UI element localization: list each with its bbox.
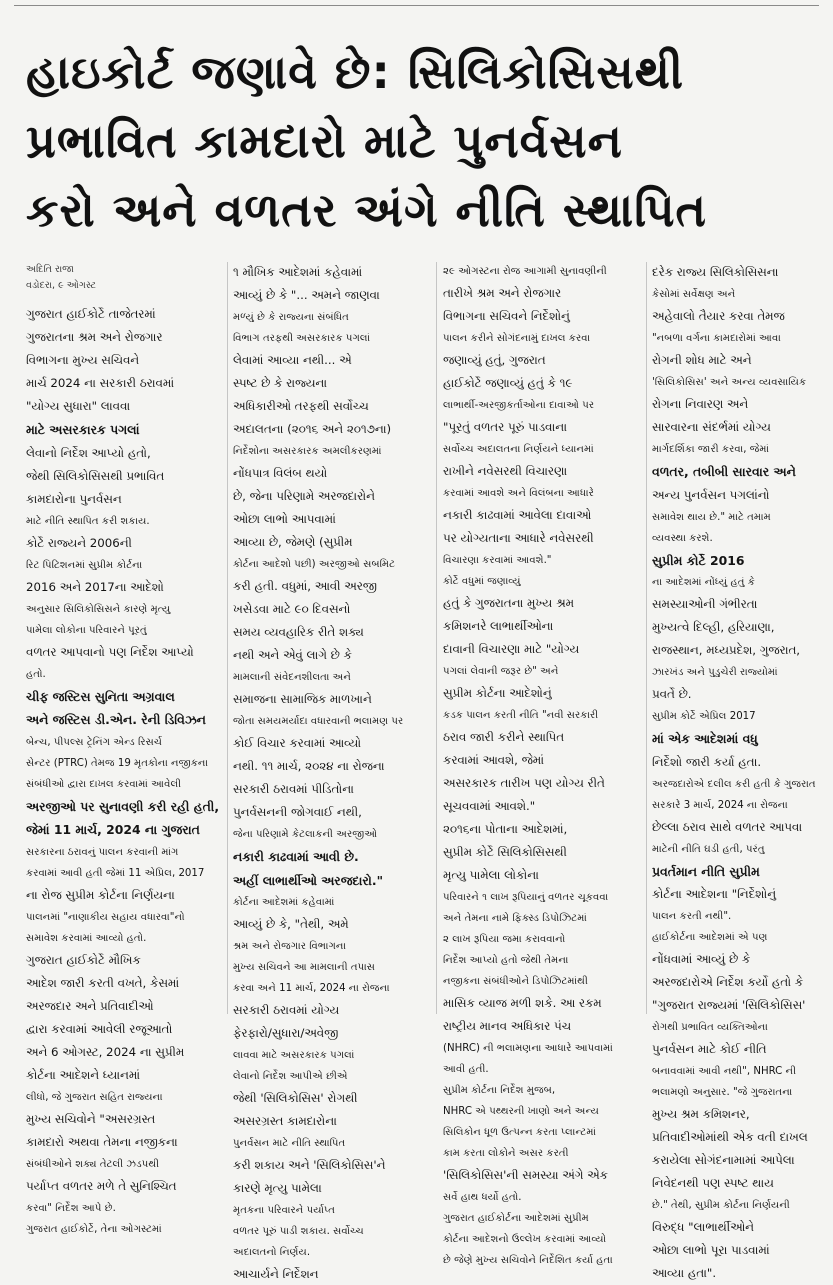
- article-text-line: મુખ્ય શ્રમ કમિશનર,: [652, 1107, 750, 1121]
- article-text-line: સંબંધીઓને શક્ય તેટલી ઝડપથી: [26, 1158, 160, 1170]
- article-text-line: કારણે મૃત્યુ પામેલા: [233, 1181, 322, 1195]
- headline-line: હાઇકોર્ટ જણાવે છે: સિલિકોસિસથી: [26, 45, 685, 99]
- article-text-line: મુખ્યત્વે દિલ્હી, હરિયાણા,: [652, 620, 775, 634]
- article-column-2: [233, 262, 433, 1281]
- article-text-line: અરજદારોએ દલીલ કરી હતી કે ગુજરાત: [652, 778, 816, 790]
- article-text-line: પ્રવર્તમાન નીતિ સુપ્રીમ: [652, 863, 760, 879]
- article-text-line: ૨ લાખ રૂપિયા જમા કરાવવાનો: [443, 934, 566, 945]
- article-text-line: કામ કરતા લોકોને અસર કરતી: [443, 1148, 569, 1159]
- article-text-line: આદેશ જારી કરતી વખતે, કેસમાં: [26, 975, 180, 990]
- article-text-line: મળ્યું છે કે રાજ્યના સંબંધિત: [233, 312, 349, 323]
- headline-line: પ્રભાવિત કામદારો માટે પુનર્વસન: [26, 114, 623, 168]
- article-text-line: છે, જેના પરિણામે અરજદારોને: [233, 489, 375, 503]
- article-text-line: ઓછા લાભો આપવામાં: [233, 512, 336, 526]
- article-text-line: અહીં લાભાર્થીઓ અરજદારો.": [233, 872, 384, 888]
- article-text-line: અન્ય પુનર્વસન પગલાંનો: [652, 487, 770, 502]
- article-text-line: વળતર, તબીબી સારવાર અને: [652, 464, 796, 479]
- article-text-line: વિભાગના સચિવને નિર્દેશોનું: [443, 309, 570, 323]
- headline-line: કરો અને વળતર અંગે નીતિ સ્થાપિત: [26, 183, 707, 237]
- article-text-line: લાવવા માટે અસરકારક પગલાં: [233, 1050, 355, 1061]
- article-text-line: પામેલા લોકોના પરિવારને પૂરતું: [26, 624, 147, 636]
- article-text-line: કોઈ વિચાર કરવામાં આવ્યો: [233, 736, 362, 750]
- article-text-line: સુપ્રીમ કોર્ટના નિર્દેશ મુજબ,: [443, 1085, 556, 1096]
- article-text-line: ગુજરાત હાઈકોર્ટે મૌખિક: [26, 952, 141, 967]
- article-text-line: NHRC એ પથ્થરની ખાણો અને અન્ય: [443, 1106, 599, 1117]
- article-text-line: આવ્યું છે કે "... અમને જાણવા: [233, 288, 380, 302]
- article-text-line: સર્વે હાથ ધર્યો હતો.: [443, 1192, 522, 1203]
- article-text-line: જોતા સમયમર્યાદા વધારવાની ભલામણ પર: [233, 716, 404, 727]
- article-text-line: કોર્ટના આદેશના "નિર્દેશોનું: [652, 887, 777, 901]
- article-text-line: ભલામણો અનુસાર. "જે ગુજરાતના: [652, 1087, 793, 1098]
- article-text-line: આવ્યા હતા".: [652, 1266, 717, 1280]
- article-text-line: ગુજરાત હાઈકોર્ટે, તેના ઓગસ્ટમાં: [26, 1223, 162, 1235]
- article-text-line: અદાલતના (૨૦૧૬ અને ૨૦૧૭ના): [233, 422, 392, 436]
- article-text-line: ૨૦૧૬ના પોતાના આદેશમાં,: [443, 822, 568, 836]
- article-text-line: રાજસ્થાન, મધ્યપ્રદેશ, ગુજરાત,: [652, 643, 801, 657]
- article-column-4: [652, 262, 828, 1280]
- article-text-line: કરવામાં આવી હતી જેમાં 11 એપ્રિલ, 2017: [26, 867, 205, 879]
- article-text-line: કરી હતી. વધુમાં, આવી અરજી: [233, 579, 377, 593]
- article-text-line: કામદારો અથવા તેમના નજીકના: [26, 1134, 178, 1149]
- article-text-line: ઝારખંડ અને પુડુચેરી રાજ્યોમાં: [652, 667, 778, 678]
- article-text-line: તારીખે શ્રમ અને રોજગાર: [443, 286, 562, 300]
- article-text-line: પાલનમાં "નાણાકીય સહાય વધારવા"નો: [26, 911, 185, 923]
- article-column-1: [26, 262, 222, 1235]
- article-text-line: અને જસ્ટિસ ડી.એન. રેની ડિવિઝન: [26, 712, 206, 727]
- article-text-line: સરકારી ઠરાવમાં પીડિતોના: [233, 782, 354, 796]
- article-text-line: અને 6 ઓગસ્ટ, 2024 ના સુપ્રીમ: [26, 1044, 185, 1059]
- article-text-line: નથી અને એવું લાગે છે કે: [233, 648, 352, 662]
- article-text-line: પર યોગ્યતાના આધારે નવેસરથી: [443, 531, 594, 545]
- article-text-line: પ્રતિવાદીઓમાંથી એક વતી દાખલ: [652, 1130, 808, 1144]
- article-text-line: કોર્ટના આદેશને ધ્યાનમાં: [26, 1067, 141, 1082]
- article-text-line: કેસોમાં સર્વેક્ષણ અને: [652, 289, 736, 300]
- top-rule: [14, 5, 819, 6]
- article-text-line: બેન્ચ, પીપલ્સ ટ્રેનિંગ એન્ડ રિસર્ચ: [26, 736, 162, 748]
- article-text-line: પુનર્વસન માટે કોઈ નીતિ: [652, 1042, 767, 1056]
- article-text-line: અસરકારક તારીખ પણ યોગ્ય રીતે: [443, 776, 605, 790]
- article-text-line: "યોગ્ય સુધારા" લાવવા: [26, 399, 131, 413]
- article-text-line: દાવાની વિચારણા માટે "યોગ્ય: [443, 642, 580, 656]
- article-text-line: માટે નીતિ સ્થાપિત કરી શકાય.: [26, 515, 150, 527]
- article-text-line: ફેરફારો/સુધારા/અવેજી: [233, 1026, 339, 1040]
- article-text-line: કડક પાલન કરતી નીતિ "નવી સરકારી: [443, 710, 599, 721]
- article-text-line: સુપ્રીમ કોર્ટના આદેશોનું: [443, 686, 552, 700]
- article-text-line: શ્રમ અને રોજગાર વિભાગના: [233, 941, 347, 952]
- article-text-line: કરવા" નિર્દેશ આપે છે.: [26, 1202, 116, 1214]
- article-text-line: કામદારોના પુનર્વસન: [26, 491, 122, 506]
- article-text-line: અને તેમના નામે ફિક્સ્ડ ડિપોઝિટમાં: [443, 913, 587, 924]
- article-text-line: વિરુદ્ધ "લાભાર્થીઓને: [652, 1220, 754, 1234]
- article-text-line: "પૂરતું વળતર પૂરું પાડવાના: [443, 420, 567, 434]
- article-text-line: કોર્ટે રાજ્યને 2006ની: [26, 535, 132, 550]
- article-text-line: માસિક વ્યાજ મળી શકે. આ રકમ: [443, 996, 602, 1010]
- article-text-line: મુખ્ય સચિવને આ મામલાની તપાસ: [233, 962, 375, 973]
- article-text-line: પાલન કરીને સોગંદનામું દાખલ કરવા: [443, 333, 591, 344]
- article-text-line: લાભાર્થી-અરજીકર્તાઓના દાવાઓ પર: [443, 400, 595, 411]
- article-text-line: કોર્ટના આદેશનો ઉલ્લેખ કરવામાં આવ્યો: [443, 1234, 607, 1245]
- article-text-line: આવ્યા છે, જેમણે (સુપ્રીમ: [233, 535, 353, 549]
- article-text-line: સમાવેશ કરવામાં આવ્યો હતો.: [26, 932, 147, 944]
- article-text-line: વ્યવસ્થા કરશે.: [652, 532, 713, 544]
- article-text-line: અદાલતનો નિર્ણય.: [233, 1247, 311, 1258]
- article-text-line: સર્વોચ્ચ અદાલતના નિર્ણયને ધ્યાનમાં: [443, 444, 594, 455]
- byline-dateline: વડોદરા, ૯ ઓગસ્ટ: [26, 280, 96, 291]
- article-text-line: વળતર આપવાનો પણ નિર્દેશ આપ્યો: [26, 644, 194, 659]
- article-text-line: ચીફ જસ્ટિસ સુનિતા અગ્રવાલ: [26, 688, 175, 704]
- article-text-line: સૂચવવામાં આવશે.": [443, 799, 536, 813]
- article-text-line: કોર્ટે વધુમાં જણાવ્યું: [443, 576, 521, 587]
- article-text-line: (NHRC) ની ભલામણના આધારે આપવામાં: [443, 1043, 613, 1054]
- article-text-line: પ્રવર્તે છે.: [652, 687, 692, 701]
- article-text-line: અધિકારીઓ તરફથી સર્વોચ્ચ: [233, 399, 369, 413]
- article-text-line: નકારી કાઢવામાં આવેલા દાવાઓ: [443, 508, 592, 522]
- article-text-line: સરકારના ઠરાવનું પાલન કરવાની માંગ: [26, 846, 179, 858]
- article-text-line: રાખીને નવેસરથી વિચારણા: [443, 464, 568, 478]
- column-divider: [227, 262, 228, 1014]
- article-text-line: કરવામાં આવશે અને વિલંબના આધારે: [443, 488, 594, 499]
- article-text-line: અરજદાર અને પ્રતિવાદીઓ: [26, 998, 154, 1013]
- article-text-line: 2016 અને 2017ના આદેશો: [26, 579, 164, 594]
- article-text-line: સમાજના સામાજિક માળખાને: [233, 692, 372, 706]
- article-text-line: મૃતકના પરિવારને પર્યાપ્ત: [233, 1205, 336, 1216]
- article-text-line: વળતર પૂરું પાડી શકાય. સર્વોચ્ચ: [233, 1226, 364, 1237]
- article-text-line: પગલાં લેવાની જરૂર છે" અને: [443, 666, 559, 677]
- article-text-line: માટે અસરકારક પગલાં: [26, 422, 140, 437]
- article-text-line: કરાયેલા સોગંદનામામાં આપેલા: [652, 1153, 795, 1167]
- article-text-line: નજીકના સંબંધીઓને ડિપોઝિટમાંથી: [443, 976, 588, 987]
- article-text-line: સેન્ટર (PTRC) તેમજ 19 મૃતકોના નજીકના: [26, 757, 209, 769]
- article-text-line: મૃત્યુ પામેલા લોકોના: [443, 868, 539, 882]
- article-text-line: હતો.: [26, 668, 46, 680]
- article-text-line: કરી શકાય અને 'સિલિકોસિસ'ને: [233, 1158, 386, 1172]
- article-text-line: "ગુજરાત રાજ્યમાં 'સિલિકોસિસ': [652, 998, 806, 1012]
- article-text-line: ગુજરાત હાઈકોર્ટે તાજેતરમાં: [26, 307, 156, 321]
- article-text-line: વિભાગ તરફથી અસરકારક પગલાં: [233, 333, 371, 344]
- article-text-line: સારવારના સંદર્ભમાં યોગ્ય: [652, 420, 771, 434]
- article-text-line: નથી. ૧૧ માર્ચ, ૨૦૨૪ ના રોજના: [233, 759, 385, 773]
- article-text-line: લેવાનો નિર્દેશ આપ્યો હતો,: [26, 445, 151, 460]
- article-text-line: લેવામાં આવ્યા નથી... એ: [233, 353, 352, 367]
- article-text-line: ૧ મૌખિક આદેશમાં કહેવામાં: [233, 265, 363, 279]
- article-text-line: માર્ગદર્શિકા જારી કરવા, જેમાં: [652, 444, 770, 455]
- article-text-line: પાલન કરતી નથી".: [652, 911, 732, 922]
- article-text-line: "નબળા વર્ગના કામદારોમાં આવા: [652, 333, 781, 344]
- article-text-line: 'સિલિકોસિસ' અને અન્ય વ્યવસાયિક: [652, 377, 807, 388]
- article-text-line: પુનર્વસન માટે નીતિ સ્થાપિત: [233, 1138, 346, 1149]
- headline: [26, 38, 826, 245]
- article-text-line: અહેવાલો તૈયાર કરવા તેમજ: [652, 309, 785, 323]
- byline-author: અદિતિ રાજા: [26, 264, 74, 275]
- article-text-line: ઠરાવ જારી કરીને સ્થાપિત: [443, 730, 565, 744]
- article-text-line: પરિવારને ૧ લાખ રૂપિયાનું વળતર ચૂકવવા: [443, 892, 609, 903]
- article-text-line: મુખ્ય સચિવોને "અસરગ્રસ્ત: [26, 1111, 156, 1126]
- article-text-line: જેથી સિલિકોસિસથી પ્રભાવિત: [26, 468, 165, 483]
- article-text-line: માટેની નીતિ ઘડી હતી, પરંતુ: [652, 843, 765, 855]
- article-text-line: માર્ચ 2024 ના સરકારી ઠરાવમાં: [26, 376, 175, 390]
- article-text-line: રોગની શોધ માટે અને: [652, 353, 752, 367]
- article-text-line: ગુજરાત હાઈકોર્ટના આદેશમાં સુપ્રીમ: [443, 1213, 589, 1224]
- article-text-line: કમિશનરે લાભાર્થીઓના: [443, 619, 554, 633]
- article-text-line: નિર્દેશ આપ્યો હતો જેથી તેમના: [443, 955, 569, 966]
- article-text-line: આચાર્યને નિર્દેશન: [233, 1267, 319, 1281]
- article-text-line: જેના પરિણામે કેટલાકની અરજીઓ: [233, 829, 378, 840]
- article-text-line: છે જેણે મુખ્ય સચિવોને નિર્દેશિત કર્યા હતા: [443, 1255, 613, 1266]
- article-text-line: જણાવ્યું હતું, ગુજરાત: [443, 353, 546, 367]
- article-text-line: સુપ્રીમ કોર્ટે સિલિકોસિસથી: [443, 845, 567, 859]
- column-divider: [646, 262, 647, 1014]
- article-text-line: કોર્ટના આદેશમાં કહેવામાં: [233, 897, 335, 908]
- article-text-line: નોંધપાત્ર વિલંબ થયો: [233, 466, 328, 480]
- article-text-line: હતું કે ગુજરાતના મુખ્ય શ્રમ: [443, 596, 574, 610]
- article-text-line: મામલાની સંવેદનશીલતા અને: [233, 672, 351, 683]
- article-column-3: [443, 262, 643, 1266]
- article-text-line: હાઈકોર્ટના આદેશમાં એ પણ: [652, 932, 768, 943]
- column-divider: [436, 262, 437, 1014]
- article-text-line: લેવાનો નિર્દેશ આપીએ છીએ: [233, 1071, 348, 1082]
- article-text-line: માં એક આદેશમાં વધુ: [652, 731, 758, 746]
- article-text-line: દ્વારા કરવામાં આવેલી રજૂઆતો: [26, 1021, 173, 1036]
- article-text-line: સુપ્રીમ કોર્ટે એપ્રિલ 2017: [652, 711, 756, 722]
- article-text-line: અરજીઓ પર સુનાવણી કરી રહી હતી,: [26, 798, 220, 814]
- article-text-line: આવી હતી.: [443, 1064, 489, 1075]
- article-text-line: સિલિકોન ધૂળ ઉત્પન્ન કરતા પ્લાન્ટમાં: [443, 1127, 597, 1138]
- article-text-line: કરવામાં આવશે, જેમાં: [443, 753, 544, 767]
- article-text-line: બનાવવામાં આવી નથી", NHRC ની: [652, 1066, 797, 1077]
- article-text-line: ઓછા લાભો પૂરા પાડવામાં: [652, 1243, 770, 1257]
- article-text-line: વિભાગના મુખ્ય સચિવને: [26, 353, 140, 367]
- article-text-line: સંબંધીઓ દ્વારા દાખલ કરવામાં આવેલી: [26, 778, 182, 790]
- article-text-line: છે." તેથી, સુપ્રીમ કોર્ટના નિર્ણયની: [652, 1200, 790, 1211]
- article-text-line: અસરગ્રસ્ત કામદારોના: [233, 1114, 337, 1128]
- article-text-line: ના આદેશમાં નોંધ્યું હતું કે: [652, 577, 755, 588]
- article-text-line: રિટ પિટિશનમાં સુપ્રીમ કોર્ટના: [26, 559, 143, 571]
- article-text-line: ૨૯ ઓગસ્ટના રોજ આગામી સુનાવણીની: [443, 266, 607, 277]
- article-text-line: કોર્ટના આદેશો પછી) અરજીઓ સબમિટ: [233, 559, 396, 570]
- article-text-line: છેલ્લા ઠરાવ સાથે વળતર આપવા: [652, 819, 803, 834]
- article-text-line: સમાવેશ થાય છે." માટે તમામ: [652, 511, 771, 523]
- article-text-line: ખસેડવા માટે ૯૦ દિવસનો: [233, 602, 351, 616]
- article-text-line: સુપ્રીમ કોર્ટે 2016: [652, 552, 745, 568]
- article-text-line: પર્યાપ્ત વળતર મળે તે સુનિશ્ચિત: [26, 1178, 177, 1193]
- article-text-line: નકારી કાઢવામાં આવી છે.: [233, 849, 359, 864]
- article-text-line: સરકારી ઠરાવમાં યોગ્ય: [233, 1003, 340, 1017]
- article-text-line: ગુજરાતના શ્રમ અને રોજગાર: [26, 330, 163, 344]
- article-text-line: પુનર્વસનની જોગવાઈ નથી,: [233, 805, 362, 819]
- article-text-line: 'સિલિકોસિસ'ની સમસ્યા અંગે એક: [443, 1168, 608, 1182]
- article-text-line: આવ્યું છે કે, "તેથી, અમે: [233, 917, 349, 931]
- article-text-line: નોંધવામાં આવ્યું છે કે: [652, 952, 751, 966]
- article-text-line: રોગથી પ્રભાવિત વ્યક્તિઓના: [652, 1022, 768, 1033]
- article-text-line: નિવેદનથી પણ સ્પષ્ટ થાય: [652, 1176, 774, 1190]
- article-text-line: રાષ્ટ્રીય માનવ અધિકાર પંચ: [443, 1019, 572, 1033]
- article-text-line: સમસ્યાઓની ગંભીરતા: [652, 597, 758, 611]
- article-text-line: હાઈકોર્ટે જણાવ્યું હતું કે ૧૯: [443, 376, 573, 390]
- article-text-line: સરકારે 3 માર્ચ, 2024 ના રોજના: [652, 799, 788, 811]
- article-text-line: રોગના નિવારણ અને: [652, 397, 749, 411]
- article-text-line: નિર્દેશોના અસરકારક અમલીકરણમાં: [233, 446, 382, 457]
- article-text-line: જેમાં 11 માર્ચ, 2024 ના ગુજરાત: [26, 822, 200, 837]
- article-text-line: દરેક રાજ્ય સિલિકોસિસના: [652, 265, 779, 279]
- article-text-line: અરજદારોએ નિર્દેશ કર્યો હતો કે: [652, 975, 804, 989]
- article-text-line: નિર્દેશો જારી કર્યા હતા.: [652, 754, 762, 769]
- article-text-line: સ્પષ્ટ છે કે રાજ્યના: [233, 376, 328, 390]
- article-text-line: સમય વ્યવહારિક રીતે શક્ય: [233, 625, 364, 639]
- article-text-line: અનુસાર સિલિકોસિસને કારણે મૃત્યુ: [26, 603, 171, 615]
- article-text-line: લીધો, જે ગુજરાત સહિત રાજ્યના: [26, 1091, 163, 1103]
- article-text-line: કરવા અને 11 માર્ચ, 2024 ના રોજના: [233, 983, 390, 994]
- article-text-line: જેથી 'સિલિકોસિસ' રોગથી: [233, 1091, 358, 1105]
- article-text-line: ના રોજ સુપ્રીમ કોર્ટના નિર્ણયના: [26, 887, 175, 902]
- article-text-line: વિચારણા કરવામાં આવશે.": [443, 555, 552, 566]
